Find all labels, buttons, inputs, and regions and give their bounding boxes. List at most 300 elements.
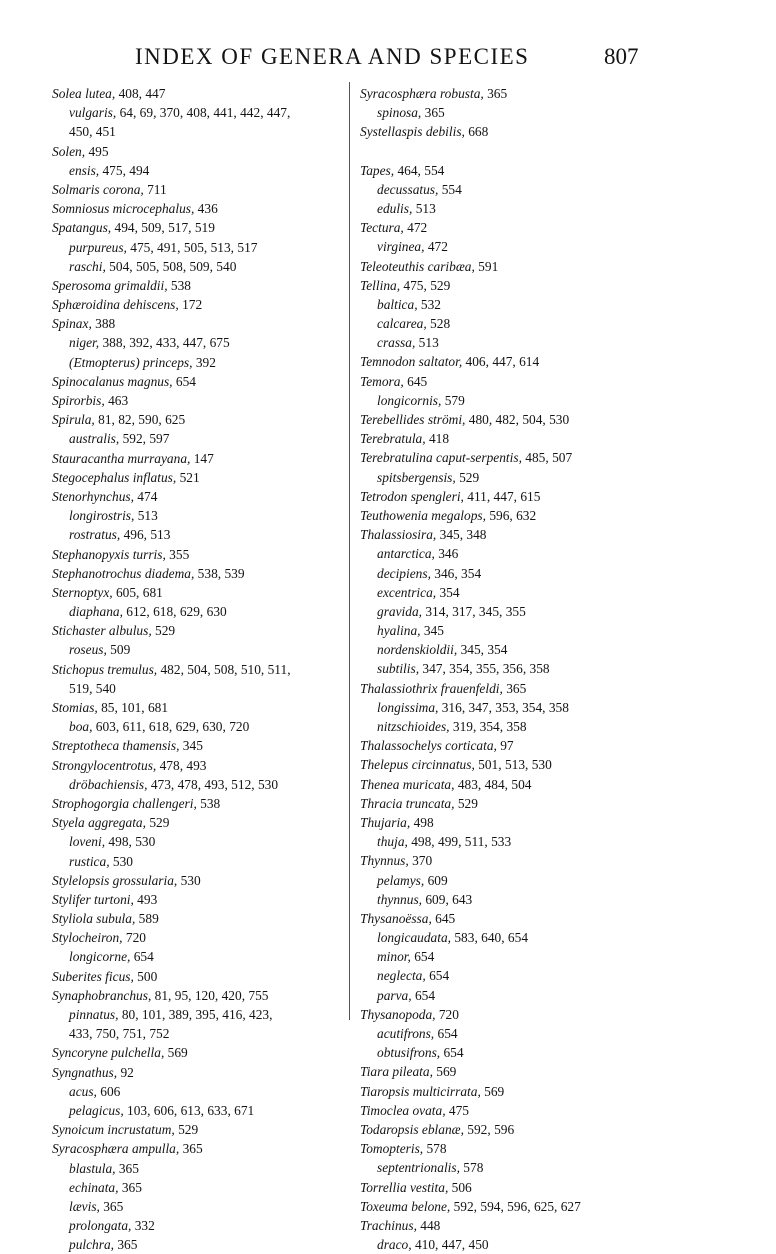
entry-pages: 606 [96,1083,121,1099]
entry-name: Stegocephalus inflatus, [52,469,177,485]
entry-pages: 345, 348 [436,527,487,543]
index-entry [360,1024,660,1043]
index-entry [52,621,352,640]
entry-pages: 591 [474,258,499,274]
index-entry [52,1101,352,1120]
entry-name: minor, [377,949,411,965]
entry-pages: 316, 347, 353, 354, 358 [438,699,569,715]
index-entry [52,295,352,314]
index-entry [52,794,352,813]
entry-pages: 345, 354 [457,642,508,658]
index-entry [52,238,352,257]
entry-name: rostratus, [69,527,121,543]
entry-pages: 365 [118,1179,142,1195]
index-entry [360,544,660,563]
entry-name: Thynnus, [360,853,409,869]
entry-pages: 538, 539 [194,565,245,581]
entry-pages: 654 [130,949,154,965]
entry-name: Terebratula, [360,431,426,447]
entry-name: Stylelopsis grossularia, [52,872,178,888]
entry-pages: 147 [190,450,214,466]
entry-pages: 720 [435,1006,459,1022]
index-entry [360,506,660,525]
index-entry [52,928,352,947]
entry-name: nordenskioldii, [377,642,458,658]
entry-name: Todaropsis eblanæ, [360,1121,464,1137]
entry-name: Spatangus, [52,220,112,236]
index-entry [360,487,660,506]
index-entry [360,1082,660,1101]
entry-name: Sperosoma grimaldii, [52,277,168,293]
index-entry [360,525,660,544]
entry-pages: 592, 596 [463,1121,515,1137]
index-column-right [360,84,660,1254]
entry-pages: 720 [122,930,146,946]
entry-pages: 448 [416,1217,441,1233]
entry-pages: 513 [415,335,439,351]
entry-name: Spinax, [52,316,92,332]
index-entry [52,1024,352,1043]
index-entry [52,583,352,602]
entry-pages: 347, 354, 355, 356, 358 [419,661,550,677]
entry-pages: 528 [426,316,451,332]
entry-pages: 529 [454,795,478,811]
entry-name: decipiens, [377,565,431,581]
entry-name: longicornis, [377,392,442,408]
entry-name: rustica, [69,853,110,869]
entry-name: acutifrons, [377,1026,435,1041]
entry-name: Tetrodon spengleri, [360,488,464,504]
entry-pages: 418 [425,431,450,447]
entry-pages: 463 [104,393,129,408]
index-entry [360,429,660,448]
entry-pages: 319, 354, 358 [449,719,527,734]
index-entry [360,199,660,218]
entry-pages: 578 [459,1160,484,1176]
index-entry [360,295,660,314]
entry-name: raschi, [69,258,106,274]
entry-name: Stylocheiron, [52,930,123,946]
entry-pages: 365 [421,105,445,121]
entry-name: Thalassiosira, [360,527,437,543]
index-entry [360,813,660,832]
entry-name: Thracia truncata, [360,795,455,811]
index-entry [360,698,660,717]
entry-name: Timoclea ovata, [360,1102,446,1118]
index-entry [52,967,352,986]
entry-name: nitzschioides, [377,719,450,734]
entry-pages: 475 [445,1102,469,1118]
entry-pages: 495 [85,143,109,159]
entry-pages: 81, 82, 590, 625 [94,412,186,428]
entry-name: decussatus, [377,181,439,197]
index-entry [360,755,660,774]
index-entry [360,448,660,467]
entry-name: Thalassiothrix frauenfeldi, [360,680,503,696]
entry-name: Stylifer turtoni, [52,891,134,907]
entry-name: Trachinus, [360,1217,417,1233]
entry-name: longicaudata, [377,930,452,946]
entry-name: Strongylocentrotus, [52,757,157,773]
entry-pages: 406, 447, 614 [462,354,540,370]
index-entry [360,180,660,199]
page-header [0,44,776,78]
entry-pages: 388 [91,316,116,332]
entry-pages: 346, 354 [430,565,482,581]
entry-name: Thysanoëssa, [360,910,432,926]
entry-name: edulis, [377,200,413,216]
entry-name: niger, [69,335,100,351]
index-entry [360,257,660,276]
entry-pages: 592, 597 [119,431,170,447]
index-entry [360,736,660,755]
index-entry [52,1216,352,1235]
entry-name: Thenea muricata, [360,776,455,792]
index-entry [52,909,352,928]
index-entry [52,142,352,161]
entry-pages: 654 [172,373,196,389]
index-entry [360,84,660,103]
entry-name: Suberites ficus, [52,968,134,984]
entry-name: Spirorbis, [52,393,105,408]
index-entry [52,257,352,276]
entry-name: Stephanotrochus diadema, [52,565,195,581]
entry-pages: 569 [164,1045,188,1061]
entry-pages: 365 [179,1141,203,1157]
index-entry [52,986,352,1005]
entry-pages: 365 [99,1198,124,1214]
entry-name: virginea, [377,239,425,255]
entry-pages: 475, 491, 505, 513, 517 [126,239,258,255]
index-entry [360,851,660,870]
entry-pages: 501, 513, 530 [474,757,552,773]
index-entry [52,1178,352,1197]
entry-pages: 478, 493 [156,757,207,773]
entry-name: Solmaris corona, [52,181,144,197]
entry-pages: 494, 509, 517, 519 [111,220,215,236]
entry-name: Tiaropsis multicirrata, [360,1083,481,1099]
entry-pages: 480, 482, 504, 530 [465,412,570,427]
index-entry [52,1159,352,1178]
entry-pages: 579 [441,392,465,408]
index-entry [360,640,660,659]
entry-pages: 314, 317, 345, 355 [422,603,526,619]
entry-name: Tiara pileata, [360,1064,433,1080]
entry-name: Tectura, [360,220,404,236]
entry-pages: 605, 681 [112,584,163,600]
entry-pages: 97 [496,738,514,754]
entry-pages: 498, 499, 511, 533 [407,834,512,850]
index-entry [360,832,660,851]
entry-name: Systellaspis debilis, [360,124,465,140]
entry-pages: 554 [438,181,462,197]
entry-pages: 392 [192,354,216,370]
entry-pages: 529 [455,469,480,485]
index-entry [360,1120,660,1139]
entry-pages: 370 [408,853,433,869]
entry-name: acus, [69,1083,97,1099]
entry-pages: 654 [425,968,450,984]
index-entry [360,276,660,295]
entry-name: blastula, [69,1160,116,1176]
index-entry [52,218,352,237]
entry-name: Stenorhynchus, [52,488,134,504]
entry-pages: 529 [145,815,170,831]
entry-name: pinnatus, [69,1007,119,1022]
entry-pages: 474 [133,488,158,504]
entry-pages: 711 [143,181,167,197]
index-entry [52,698,352,717]
entry-name: gravida, [377,603,423,619]
index-entry [52,333,352,352]
entry-name: Temora, [360,373,404,389]
entry-name: Thujaria, [360,814,411,830]
index-entry [360,468,660,487]
index-entry [52,545,352,564]
index-entry [52,775,352,794]
entry-pages: 365 [115,1160,139,1176]
entry-name: antarctica, [377,546,435,562]
index-entry [360,103,660,122]
index-entry [52,353,352,372]
entry-pages: 529 [151,623,176,639]
entry-name: Syracosphæra robusta, [360,86,484,101]
entry-pages: 513 [134,508,158,524]
entry-pages: 81, 95, 120, 420, 755 [151,987,269,1003]
entry-name: Temnodon saltator, [360,354,463,370]
entry-pages: 532 [417,296,441,312]
index-entry [52,1043,352,1062]
index-entry [360,890,660,909]
index-entry [360,564,660,583]
index-entry [52,1197,352,1216]
entry-name: Terebratulina caput-serpentis, [360,450,522,466]
index-entry [360,794,660,813]
entry-name: diaphana, [69,604,123,620]
index-entry [52,1082,352,1101]
index-entry [360,717,660,736]
entry-name: thynnus, [377,891,423,907]
entry-pages: 589 [135,911,159,927]
entry-name: Teuthowenia megalops, [360,507,486,523]
index-entry [52,506,352,525]
entry-name: neglecta, [377,968,426,984]
entry-pages: 569 [480,1083,505,1099]
index-entry [360,1101,660,1120]
entry-name: Stauracantha murrayana, [52,450,191,466]
index-entry [360,928,660,947]
entry-pages: 482, 504, 508, 510, 511, [157,661,291,677]
index-entry [52,832,352,851]
entry-name: Streptotheca thamensis, [52,738,180,754]
index-entry [360,1158,660,1177]
index-entry [52,84,352,103]
entry-pages: 410, 447, 450 [411,1237,489,1253]
entry-pages: 346 [434,546,459,562]
entry-name: Toxeuma belone, [360,1198,451,1214]
index-entry [360,218,660,237]
entry-pages: 92 [117,1064,134,1080]
entry-name: spinosa, [377,105,422,121]
entry-name: Syracosphæra ampulla, [52,1141,180,1157]
index-entry [52,813,352,832]
index-entry [52,871,352,890]
index-entry [360,161,660,180]
entry-pages: 609, 643 [422,891,473,907]
entry-pages: 596, 632 [485,507,537,523]
entry-name: subtilis, [377,661,420,677]
entry-name: draco, [377,1237,412,1253]
entry-pages: 654 [440,1045,464,1061]
entry-name: Synoicum incrustatum, [52,1122,175,1138]
entry-pages: 411, 447, 615 [463,488,541,504]
index-entry [52,372,352,391]
entry-pages: 645 [403,373,428,389]
entry-name: obtusifrons, [377,1045,441,1061]
entry-name: hyalina, [377,623,421,639]
entry-pages: 365 [502,680,527,696]
entry-pages: 485, 507 [521,450,573,466]
index-entry [360,1139,660,1158]
entry-pages: 645 [431,910,456,926]
index-entry [52,180,352,199]
entry-name: loveni, [69,834,106,850]
entry-name: Spirula, [52,412,95,428]
entry-name: echinata, [69,1179,119,1195]
index-entry [360,966,660,985]
entry-pages: 436 [194,201,218,217]
entry-pages: 498 [410,814,434,830]
index-entry [52,487,352,506]
index-entry [52,1005,352,1024]
entry-pages: 483, 484, 504 [454,776,532,792]
index-entry [52,314,352,333]
index-entry [52,391,352,410]
index-entry [360,352,660,371]
entry-name: Thelepus circinnatus, [360,757,475,773]
entry-pages: 433, 750, 751, 752 [69,1026,170,1042]
entry-pages: 530 [109,853,133,869]
entry-name: Solea lutea, [52,86,116,101]
index-entry [360,410,660,429]
entry-name: Teleoteuthis caribæa, [360,258,475,274]
entry-pages: 530 [177,872,201,888]
entry-name: prolongata, [69,1218,132,1234]
entry-pages: 504, 505, 508, 509, 540 [105,258,237,274]
index-entry [360,314,660,333]
index-entry [360,1235,660,1254]
entry-pages: 654 [410,949,435,965]
index-entry [360,1005,660,1024]
entry-name: thuja, [377,834,408,850]
entry-pages: 64, 69, 370, 408, 441, 442, 447, [116,105,291,121]
index-entry [52,1235,352,1254]
index-entry [360,391,660,410]
entry-name: Strophogorgia challengeri, [52,795,197,811]
index-entry [360,1062,660,1081]
entry-name: Stephanopyxis turris, [52,546,166,562]
entry-pages: 668 [464,124,489,140]
entry-pages: 603, 611, 618, 629, 630, 720 [92,719,250,735]
index-entry [360,986,660,1005]
entry-name: crassa, [377,335,416,351]
index-entry [360,947,660,966]
index-entry [52,660,352,679]
entry-name: Syngnathus, [52,1064,118,1080]
entry-pages: 473, 478, 493, 512, 530 [147,776,279,792]
entry-name: Somniosus microcephalus, [52,201,195,217]
entry-pages: 365 [114,1237,138,1253]
entry-pages: 513 [412,200,436,216]
entry-name: ensis, [69,162,100,178]
index-entry [52,679,352,698]
entry-pages: 654 [434,1026,458,1041]
index-entry [52,468,352,487]
entry-name: excentrica, [377,584,437,600]
entry-name: baltica, [377,296,418,312]
index-entry [52,756,352,775]
entry-name: Styela aggregata, [52,815,146,831]
entry-pages: 609 [424,872,448,888]
entry-pages: 345 [420,623,444,639]
index-entry [360,602,660,621]
entry-pages: 80, 101, 389, 395, 416, 423, [118,1007,273,1022]
entry-name: spitsbergensis, [377,469,456,485]
entry-name: pelagicus, [69,1102,124,1118]
entry-name: Sternoptyx, [52,584,113,600]
index-entry [360,1043,660,1062]
entry-pages: 509 [106,642,131,658]
index-entry [52,947,352,966]
entry-name: calcarea, [377,316,427,332]
index-entry [52,276,352,295]
entry-name: Solen, [52,143,86,159]
entry-pages: 612, 618, 629, 630 [122,604,227,620]
index-entry [360,333,660,352]
index-entry [360,871,660,890]
index-entry [360,659,660,678]
index-entry [52,890,352,909]
index-entry [52,736,352,755]
entry-name: vulgaris, [69,105,117,121]
index-entry [360,775,660,794]
index-entry [52,717,352,736]
entry-name: Thysanopoda, [360,1006,436,1022]
entry-pages: 345 [179,738,203,754]
entry-name: Stichaster albulus, [52,623,152,639]
entry-name: dröbachiensis, [69,776,148,792]
entry-pages: 583, 640, 654 [451,930,529,946]
index-entry [52,1063,352,1082]
entry-pages: 496, 513 [120,527,171,543]
entry-pages: 498, 530 [105,834,156,850]
index-entry [52,852,352,871]
index-entry [360,583,660,602]
entry-name: Tellina, [360,277,401,293]
entry-name: longicorne, [69,949,131,965]
entry-pages: 450, 451 [69,124,116,140]
entry-name: Stomias, [52,700,98,715]
index-entry [52,429,352,448]
entry-pages: 592, 594, 596, 625, 627 [450,1198,581,1214]
index-entry [52,640,352,659]
entry-pages: 475, 494 [99,162,150,178]
index-entry [52,410,352,429]
entry-pages: 578 [423,1141,447,1157]
entry-name: australis, [69,431,120,447]
entry-name: Sphæroidina dehiscens, [52,297,179,313]
entry-name: longissima, [377,699,439,715]
